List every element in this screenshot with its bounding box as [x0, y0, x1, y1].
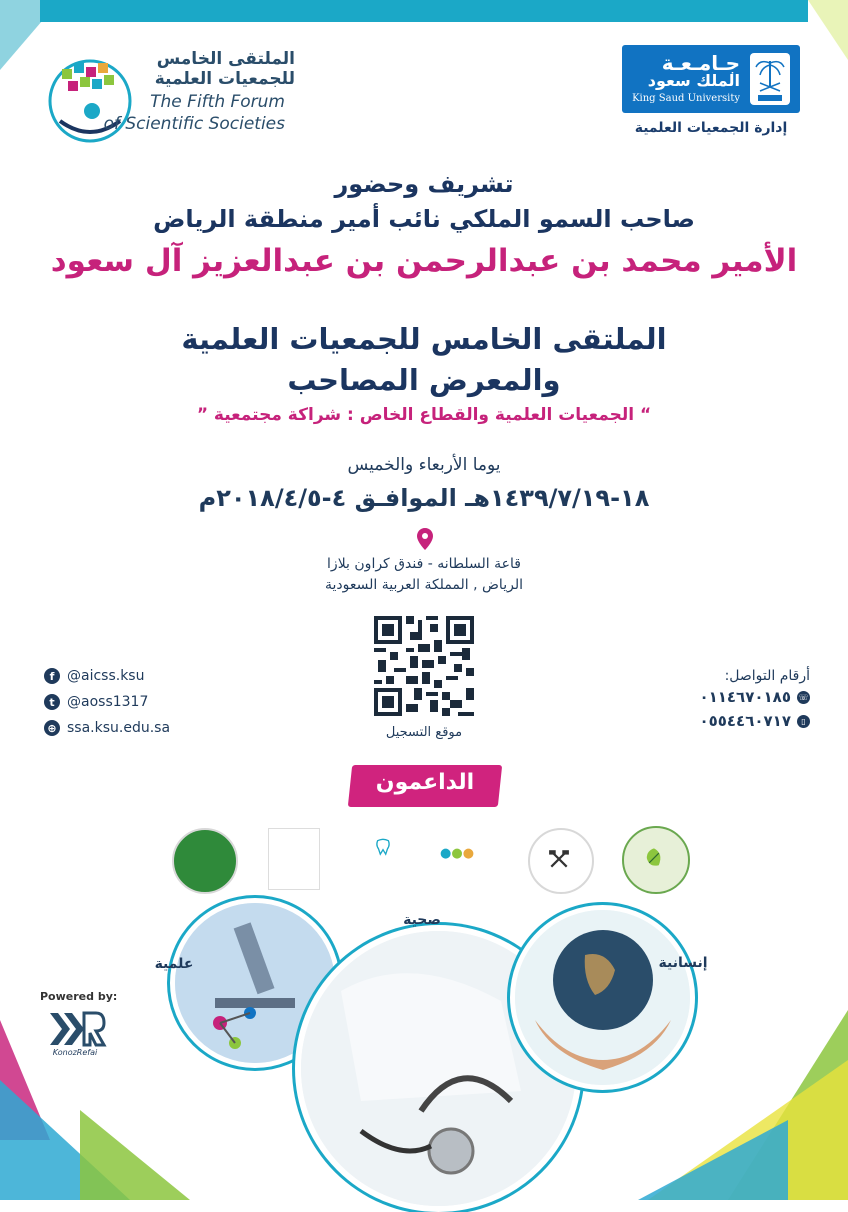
patronage-line2: صاحب السمو الملكي نائب أمير منطقة الرياض	[153, 205, 695, 233]
globe-icon: ⊕	[44, 720, 60, 736]
qr-label: موقع التسجيل	[385, 725, 463, 740]
patronage-prince-name: الأمير محمد بن عبدالرحمن بن عبدالعزيز آل سعود	[50, 243, 798, 279]
sponsor-logo-university-crest	[268, 828, 320, 890]
ksu-name-ar-line2: الملك سعود	[647, 71, 740, 90]
social-facebook-text: @aicss.ksu	[67, 668, 145, 684]
location-line1: قاعة السلطانه - فندق كراون بلازا	[327, 556, 521, 572]
category-science-label: علمية	[154, 956, 194, 972]
palm-emblem-icon	[750, 53, 790, 105]
event-days: يوما الأربعاء والخميس	[347, 455, 501, 475]
category-humanities-label: إنسانية	[658, 955, 708, 971]
konoz-refai-name: KonozRefai	[52, 1048, 98, 1057]
social-website-text: ssa.ksu.edu.sa	[67, 720, 171, 736]
humanities-image	[510, 905, 695, 1090]
event-theme: “ الجمعيات العلمية والقطاع الخاص : شراكة مجتمعية ”	[196, 405, 652, 425]
saudi-pediatric-mark: ●●●	[440, 846, 475, 861]
powered-by-label: Powered by:	[40, 990, 118, 1003]
location-line2: الرياض , المملكة العربية السعودية	[325, 577, 523, 593]
category-health-label: صحية	[403, 912, 441, 928]
contact-mobile[interactable]	[620, 710, 810, 732]
patronage-line1: تشريف وحضور	[334, 170, 514, 198]
event-title-line1: الملتقى الخامس للجمعيات العلمية	[181, 322, 667, 356]
social-twitter[interactable]	[44, 689, 244, 715]
facebook-icon: f	[44, 668, 60, 684]
event-dates: ١٨-١٤٣٩/٧/١٩هـ الموافـق ٤-٢٠١٨/٤/٥م	[198, 484, 650, 512]
social-facebook[interactable]	[44, 663, 244, 689]
social-website[interactable]	[44, 715, 244, 741]
decorative-shard-left-3	[80, 1110, 190, 1200]
contact-phone-text: ٠١١٤٦٧٠١٨٥	[699, 688, 791, 706]
crossed-hammers-icon	[548, 848, 570, 870]
forum-title-en: The Fifth Forum of Scientific Societies	[103, 92, 285, 134]
ksu-logo	[622, 45, 800, 113]
decorative-shard-right-3	[638, 1120, 788, 1200]
contact-mobile-text: ٠٥٥٤٤٦٠٧١٧	[699, 712, 791, 730]
contact-title: أرقام التواصل:	[724, 668, 810, 684]
social-twitter-text: @aoss1317	[67, 694, 149, 710]
mobile-icon: ▯	[797, 715, 810, 728]
social-links	[44, 663, 244, 741]
contact-numbers	[620, 668, 810, 732]
decorative-shard-top-right	[808, 0, 848, 60]
phone-icon: ☏	[798, 692, 809, 702]
twitter-icon: t	[44, 694, 60, 710]
registration-qr-code[interactable]	[374, 616, 474, 716]
event-title-line2: والمعرض المصاحب	[287, 363, 561, 397]
forum-title-ar: الملتقى الخامس للجمعيات العلمية	[154, 49, 295, 89]
sponsor-logo-geo-society	[172, 828, 238, 894]
ksu-department: إدارة الجمعيات العلمية	[634, 120, 788, 136]
leaf-icon	[642, 846, 666, 870]
location-pin-icon	[417, 528, 433, 550]
contact-phone[interactable]	[620, 686, 810, 708]
ksu-name-en: King Saud University	[632, 93, 740, 104]
ksu-name-ar-line1: جـامـعـة	[661, 51, 740, 75]
top-accent-bar	[40, 0, 808, 22]
sponsors-label: الداعمون	[375, 770, 475, 795]
globe-in-hands-icon	[515, 910, 690, 1085]
forum-logo	[30, 45, 295, 145]
tooth-icon	[374, 838, 392, 856]
